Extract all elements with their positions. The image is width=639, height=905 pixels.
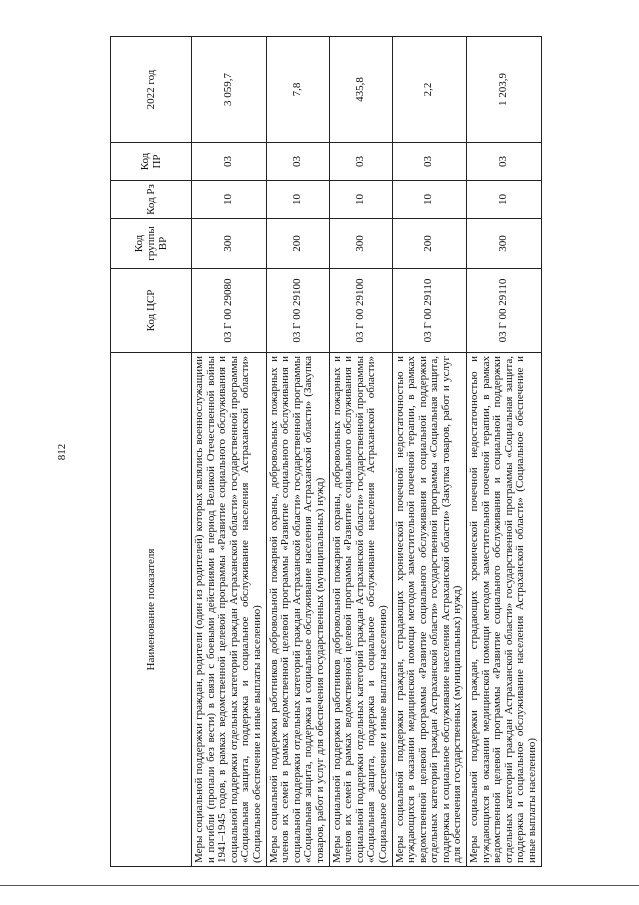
- row-name: Меры социальной поддержки работников добровольной пожарной охраны, добровольных пожарных и членов их семей в рамках ведомственной целевой программы «Развитие социального обслуживания и социальной поддержки отдельных категорий граждан Астраханской области» государственной программы «Социальная защита, поддержка и социальное обслуживание населения Астраханской области» (Социальное обеспечение и иные выплаты населению): [329, 353, 392, 867]
- row-name: Меры социальной поддержки граждан, страдающих хронической почечной недостаточностью и нуждающихся в оказании медицинской помощи методом заместительной почечной терапии, в рамках ведомственной целевой программы «Развитие социального обслуживания и социальной поддержки отдельных категорий граждан Астраханской области» государственной программы «Социальная защита, поддержка и социальное обслуживание населения Астраханской области» (Социальное обеспечение и иные выплаты населению): [467, 353, 542, 867]
- row-vr: 200: [392, 219, 467, 269]
- row-name: Меры социальной поддержки граждан, страдающих хронической почечной недостаточностью и нуждающихся в оказании медицинской помощи методом заместительной почечной терапии, в рамках ведомственной целевой программы «Развитие социального обслуживания и социальной поддержки отдельных категорий граждан Астраханской области» государственной программы «Социальная защита, поддержка и социальное обслуживание населения Астраханской области» (Закупка товаров, работ и услуг для обеспечения государственных (муниципальных) нужд): [392, 353, 467, 867]
- row-name: Меры социальной поддержки работников добровольной пожарной охраны, добровольных пожарных и членов их семей в рамках ведомственной целевой программы «Развитие социального обслуживания и социальной поддержки отдельных категорий граждан Астраханской области» государственной программы «Социальная защита, поддержка и социальное обслуживание населения Астраханской области» (Закупка товаров, работ и услуг для обеспечения государственных (муниципальных) нужд): [266, 353, 329, 867]
- row-value: 2,2: [392, 37, 467, 143]
- row-pr: 03: [329, 143, 392, 181]
- row-value: 3 059,7: [192, 37, 267, 143]
- header-year: 2022 год: [111, 37, 192, 143]
- row-csr: 03 Г 00 29110: [467, 269, 542, 353]
- budget-table: [110, 36, 542, 867]
- header-csr: Код ЦСР: [111, 269, 192, 353]
- row-pr: 03: [467, 143, 542, 181]
- header-name: Наименование показателя: [111, 353, 192, 867]
- rotated-table-container: [110, 37, 540, 867]
- row-rz: 10: [192, 181, 267, 219]
- header-pr: Код ПР: [111, 143, 192, 181]
- table-row: [329, 37, 392, 867]
- table-row: [192, 37, 267, 867]
- table-row: [392, 37, 467, 867]
- row-vr: 300: [467, 219, 542, 269]
- page-bottom-rule: [0, 885, 639, 886]
- row-rz: 10: [392, 181, 467, 219]
- row-vr: 300: [192, 219, 267, 269]
- row-value: 7,8: [266, 37, 329, 143]
- row-vr: 200: [266, 219, 329, 269]
- row-pr: 03: [192, 143, 267, 181]
- row-value: 435,8: [329, 37, 392, 143]
- row-pr: 03: [266, 143, 329, 181]
- row-rz: 10: [266, 181, 329, 219]
- row-name: Меры социальной поддержки граждан, родители (один из родителей) которых являлись военнослужащими и погибли (пропали без вести) в связи с боевыми действиями в период Великой Отечественной войны 1941–1945 годов, в рамках ведомственной целевой программы «Развитие социального обслуживания и социальной поддержки отдельных категорий граждан Астраханской области» государственной программы «Социальная защита, поддержка и социальное обслуживание населения Астраханской области» (Социальное обеспечение и иные выплаты населению): [192, 353, 267, 867]
- table-header: [111, 37, 192, 867]
- row-csr: 03 Г 00 29110: [392, 269, 467, 353]
- row-csr: 03 Г 00 29100: [266, 269, 329, 353]
- table-body: [192, 37, 542, 867]
- row-pr: 03: [392, 143, 467, 181]
- row-rz: 10: [329, 181, 392, 219]
- table-row: [467, 37, 542, 867]
- header-row: [111, 37, 192, 867]
- table-row: [266, 37, 329, 867]
- page-number: 812: [56, 443, 68, 461]
- row-csr: 03 Г 00 29100: [329, 269, 392, 353]
- row-vr: 300: [329, 219, 392, 269]
- row-csr: 03 Г 00 29080: [192, 269, 267, 353]
- header-vr: Код группы ВР: [111, 219, 192, 269]
- row-rz: 10: [467, 181, 542, 219]
- row-value: 1 203,9: [467, 37, 542, 143]
- header-rz: Код Рз: [111, 181, 192, 219]
